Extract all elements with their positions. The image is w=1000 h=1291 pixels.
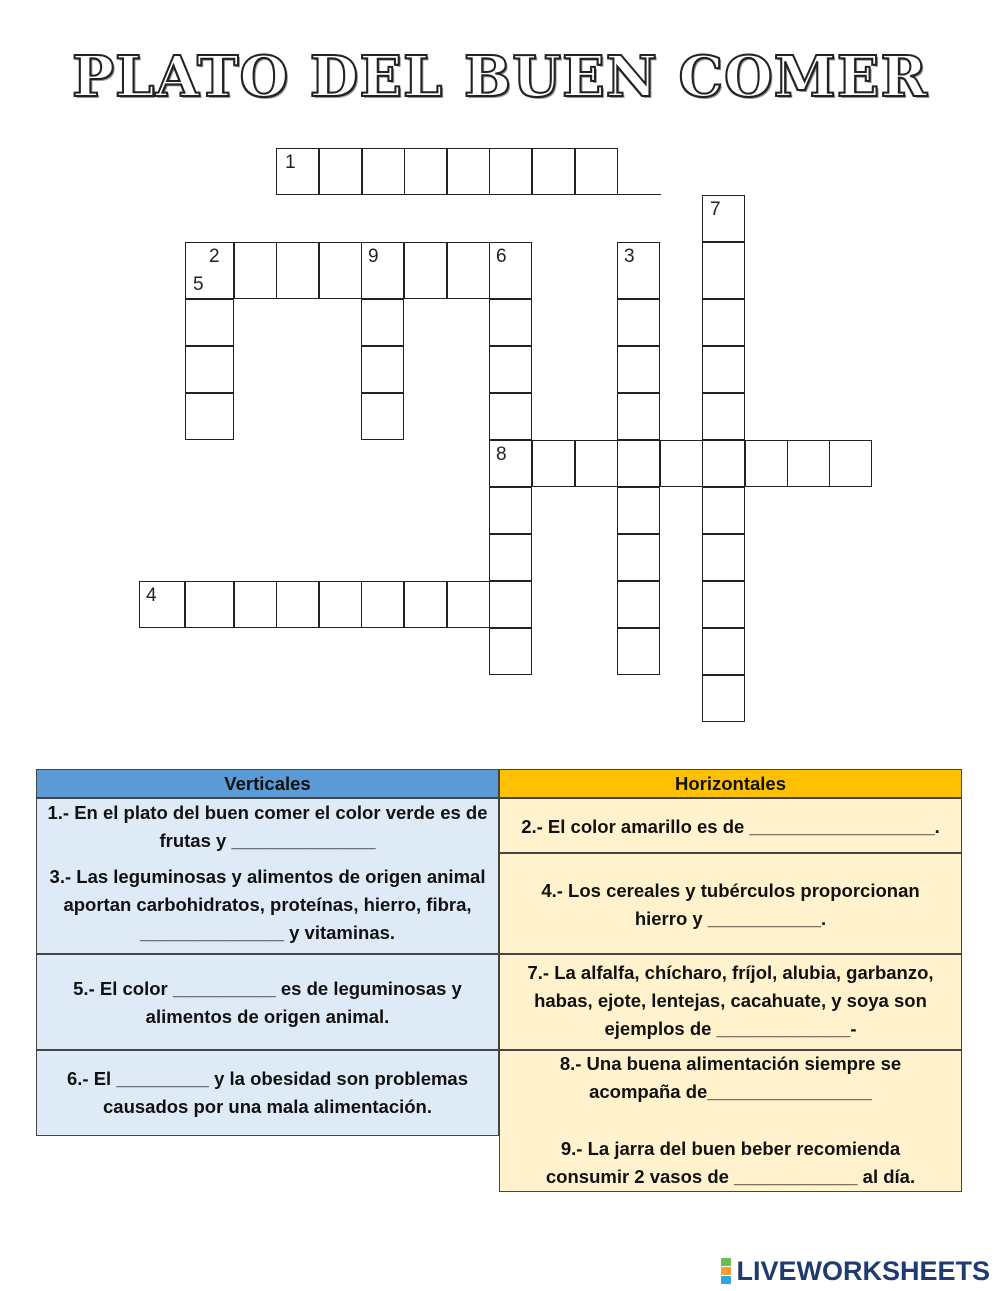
crossword-cell-input[interactable] — [235, 243, 276, 298]
crossword-cell[interactable] — [276, 148, 319, 195]
crossword-cell-input[interactable] — [362, 347, 403, 392]
crossword-cell[interactable] — [617, 299, 660, 346]
crossword-cell[interactable] — [532, 148, 575, 195]
crossword-cell-input[interactable] — [140, 582, 184, 627]
crossword-cell-input[interactable] — [703, 347, 744, 392]
crossword-cell[interactable] — [489, 299, 532, 346]
crossword-cell[interactable] — [617, 393, 660, 440]
clue-number-9: 9 — [368, 246, 379, 267]
crossword-cell[interactable] — [361, 393, 404, 440]
crossword-cell-input[interactable] — [703, 582, 744, 627]
crossword-cell-input[interactable] — [320, 582, 361, 627]
crossword-cell[interactable] — [319, 581, 362, 628]
crossword-cell[interactable] — [361, 299, 404, 346]
liveworksheets-logo — [721, 1256, 990, 1286]
crossword-cell[interactable] — [617, 242, 660, 299]
crossword-cell[interactable] — [489, 393, 532, 440]
crossword-cell-input[interactable] — [746, 441, 787, 486]
crossword-cell[interactable] — [660, 440, 703, 487]
brand-name: LIVEWORKSHEETS — [736, 1255, 990, 1286]
crossword-cell-input[interactable] — [277, 149, 318, 194]
crossword-cell[interactable] — [489, 148, 532, 195]
crossword-cell[interactable] — [575, 440, 618, 487]
crossword-cell-input[interactable] — [576, 149, 617, 194]
crossword-cell-input[interactable] — [235, 582, 276, 627]
crossword-cell[interactable] — [447, 242, 490, 299]
crossword-cell-input[interactable] — [788, 441, 829, 486]
crossword-cell[interactable] — [185, 393, 234, 440]
clue-number-7: 7 — [710, 199, 721, 220]
crossword-cell-input[interactable] — [362, 394, 403, 439]
crossword-cell-input[interactable] — [448, 243, 489, 298]
crossword-cell[interactable] — [139, 581, 185, 628]
crossword-cell-input[interactable] — [703, 196, 744, 241]
crossword-cell-input[interactable] — [363, 149, 404, 194]
crossword-cell-input[interactable] — [362, 582, 403, 627]
crossword-cell[interactable] — [702, 440, 745, 487]
crossword-cell-input[interactable] — [490, 441, 531, 486]
crossword-cell[interactable] — [489, 581, 532, 628]
vertical-header: Verticales — [36, 769, 499, 798]
clue-horizontal-8: 8.- Una buena alimentación siempre se acompaña de________________ — [559, 1053, 902, 1102]
crossword-cell[interactable] — [702, 393, 745, 440]
crossword-cell-input[interactable] — [830, 441, 871, 486]
crossword-cell[interactable] — [489, 628, 532, 675]
crossword-cell-input[interactable] — [703, 488, 744, 533]
crossword-cell-input[interactable] — [448, 582, 489, 627]
crossword-cell-input[interactable] — [490, 582, 531, 627]
crossword-cell-input[interactable] — [703, 394, 744, 439]
crossword-cell-input[interactable] — [618, 394, 659, 439]
crossword-cell-input[interactable] — [618, 347, 659, 392]
crossword-cell[interactable] — [702, 299, 745, 346]
crossword-cell-input[interactable] — [661, 441, 702, 486]
crossword-cell-input[interactable] — [703, 300, 744, 345]
crossword-cell[interactable] — [362, 148, 405, 195]
crossword-cell-input[interactable] — [186, 394, 233, 439]
clue-horizontal-4: 4.- Los cereales y tubérculos proporcionan hierro y ___________. — [541, 880, 920, 929]
crossword-cell[interactable] — [489, 440, 532, 487]
crossword-cell-input[interactable] — [618, 441, 659, 486]
crossword-cell[interactable] — [234, 242, 277, 299]
crossword-cell-input[interactable] — [533, 441, 574, 486]
crossword-cell[interactable] — [702, 628, 745, 675]
crossword-cell-input[interactable] — [618, 582, 659, 627]
crossword-cell-input[interactable] — [405, 582, 446, 627]
crossword-cell[interactable] — [787, 440, 830, 487]
clue-number-4: 4 — [146, 585, 157, 606]
row-1-underline — [617, 194, 661, 195]
crossword-cell-input[interactable] — [618, 535, 659, 580]
crossword-cell[interactable] — [702, 346, 745, 393]
crossword-cell-input[interactable] — [618, 300, 659, 345]
crossword-cell-input[interactable] — [703, 441, 744, 486]
crossword-cell-input[interactable] — [277, 582, 318, 627]
clue-vertical-6: 6.- El _________ y la obesidad son problemas causados por una mala alimentación. — [66, 1068, 469, 1117]
crossword-cell-input[interactable] — [186, 300, 233, 345]
crossword-cell-input[interactable] — [703, 629, 744, 674]
crossword-cell[interactable] — [361, 581, 404, 628]
clue-number-5: 5 — [193, 274, 204, 295]
crossword-cell-input[interactable] — [448, 149, 489, 194]
crossword-cell-input[interactable] — [186, 582, 233, 627]
crossword-cell[interactable] — [489, 487, 532, 534]
clue-horizontal-9: 9.- La jarra del buen beber recomienda consumir 2 vasos de ____________ al día. — [545, 1138, 916, 1187]
clues-table — [36, 769, 962, 1193]
crossword-cell-input[interactable] — [490, 629, 531, 674]
crossword-cell[interactable] — [234, 581, 277, 628]
crossword-cell[interactable] — [829, 440, 872, 487]
clue-number-2: 2 — [209, 246, 220, 267]
crossword-cell[interactable] — [617, 440, 660, 487]
crossword-cell-input[interactable] — [490, 488, 531, 533]
crossword-cell[interactable] — [404, 242, 447, 299]
clue-vertical-3: 3.- Las leguminosas y alimentos de origen animal aportan carbohidratos, proteínas, hierro, fibra, ______________ y vitaminas. — [49, 866, 486, 943]
clue-horizontal-7: 7.- La alfalfa, chícharo, fríjol, alubia, garbanzo, habas, ejote, lentejas, cacahuate, y soya son ejemplos de _____________- — [527, 962, 934, 1039]
worksheet-title: PLATO DEL BUEN COMER — [71, 44, 929, 110]
crossword-cell[interactable] — [319, 242, 362, 299]
crossword-cell-input[interactable] — [618, 488, 659, 533]
liveworksheets-icon — [721, 1258, 731, 1284]
crossword-cell[interactable] — [185, 581, 234, 628]
clue-number-3: 3 — [624, 246, 635, 267]
crossword-cell[interactable] — [702, 581, 745, 628]
clue-number-8: 8 — [496, 444, 507, 465]
crossword-cell[interactable] — [185, 242, 234, 299]
crossword-cell[interactable] — [617, 581, 660, 628]
crossword-cell-input[interactable] — [490, 300, 531, 345]
crossword-cell[interactable] — [447, 581, 490, 628]
crossword-cell[interactable] — [489, 534, 532, 581]
crossword-cell[interactable] — [745, 440, 788, 487]
clue-vertical-5: 5.- El color __________ es de leguminosas y alimentos de origen animal. — [73, 978, 462, 1027]
clue-horizontal-2: 2.- El color amarillo es de __________________. — [521, 816, 940, 837]
crossword-cell[interactable] — [489, 346, 532, 393]
crossword-cell-input[interactable] — [320, 243, 361, 298]
crossword-cell-input[interactable] — [576, 441, 617, 486]
crossword-cell-input[interactable] — [490, 394, 531, 439]
crossword-cell-input[interactable] — [618, 243, 659, 298]
clue-number-1: 1 — [285, 152, 296, 173]
horizontal-header: Horizontales — [499, 769, 962, 798]
crossword-cell[interactable] — [319, 148, 362, 195]
crossword-cell[interactable] — [702, 195, 745, 242]
crossword-cell-input[interactable] — [362, 300, 403, 345]
crossword-cell[interactable] — [185, 346, 234, 393]
crossword-cell[interactable] — [276, 242, 319, 299]
crossword-cell-input[interactable] — [703, 243, 744, 298]
crossword-cell-input[interactable] — [320, 149, 361, 194]
crossword-cell[interactable] — [617, 534, 660, 581]
crossword-cell-input[interactable] — [405, 243, 446, 298]
crossword-cell[interactable] — [702, 242, 745, 299]
crossword-cell[interactable] — [276, 581, 319, 628]
crossword-cell-input[interactable] — [533, 149, 574, 194]
crossword-cell[interactable] — [489, 242, 532, 299]
crossword-cell-input[interactable] — [362, 243, 403, 298]
crossword-cell-input[interactable] — [703, 676, 744, 721]
crossword-cell-input[interactable] — [405, 149, 446, 194]
crossword-cell[interactable] — [702, 534, 745, 581]
crossword-cell-input[interactable] — [490, 347, 531, 392]
crossword-cell[interactable] — [404, 148, 447, 195]
crossword-cell-input[interactable] — [490, 243, 531, 298]
crossword-cell[interactable] — [617, 628, 660, 675]
crossword-cell[interactable] — [575, 148, 618, 195]
crossword-cell-input[interactable] — [277, 243, 318, 298]
crossword-cell-input[interactable] — [490, 535, 531, 580]
crossword-cell[interactable] — [361, 242, 404, 299]
crossword-cell-input[interactable] — [490, 149, 531, 194]
crossword-cell-input[interactable] — [618, 629, 659, 674]
crossword-cell[interactable] — [361, 346, 404, 393]
crossword-cell[interactable] — [617, 346, 660, 393]
crossword-cell-input[interactable] — [186, 347, 233, 392]
crossword-cell[interactable] — [702, 487, 745, 534]
crossword-cell[interactable] — [532, 440, 575, 487]
crossword-cell[interactable] — [447, 148, 490, 195]
crossword-cell[interactable] — [404, 581, 447, 628]
clue-number-6: 6 — [496, 246, 507, 267]
crossword-cell-input[interactable] — [186, 243, 233, 298]
crossword-cell-input[interactable] — [703, 535, 744, 580]
crossword-cell[interactable] — [617, 487, 660, 534]
crossword-cell[interactable] — [185, 299, 234, 346]
clue-vertical-1: 1.- En el plato del buen comer el color verde es de frutas y ______________ — [47, 802, 488, 851]
crossword-cell[interactable] — [702, 675, 745, 722]
